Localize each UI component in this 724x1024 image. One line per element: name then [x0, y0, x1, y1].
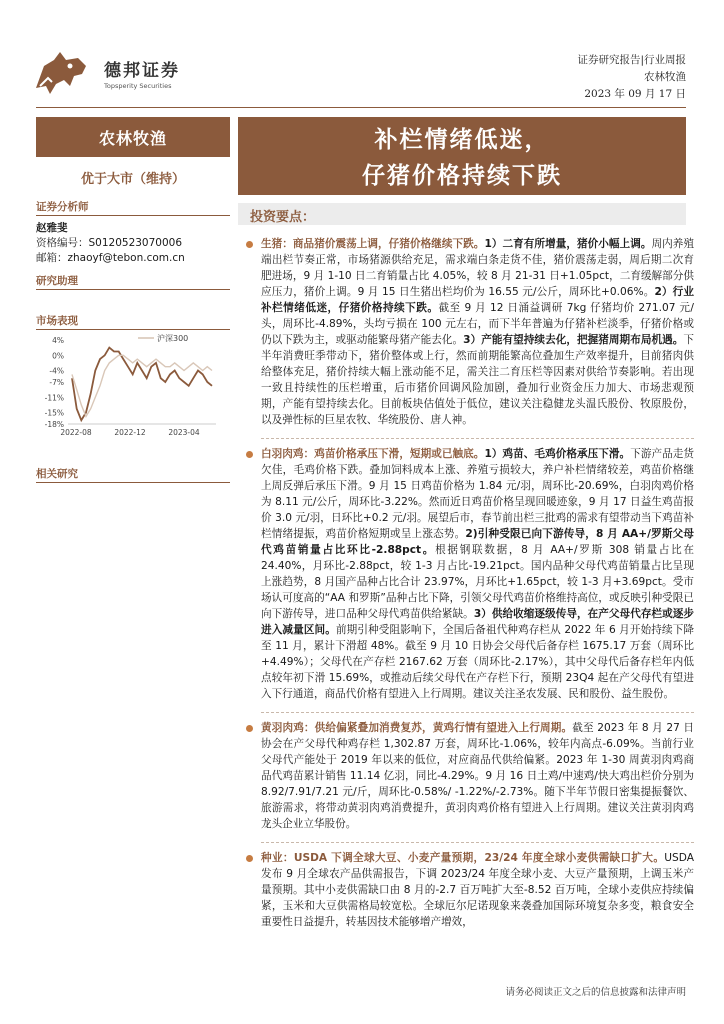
analyst-cert: 资格编号：S0120523070006: [36, 237, 183, 249]
logo-cn-text: 德邦证券: [104, 61, 180, 81]
x-tick-label: 2023-04: [168, 428, 200, 437]
assistant-label: 研究助理: [36, 275, 78, 287]
paragraph-heading: 生猪：商品猪价震荡上调，仔猪价格继续下跌。: [261, 238, 485, 250]
paragraph-text: 周内养殖端出栏节奏正常，市场猪源供给充足，需求端白条走货不佳，猪价震荡走弱，周后期二次育肥进场，9 月 1-10 日二育销量占比 4.05%，较 8 月 21-31 日+1.05pct，二育缓解部分供应压力，猪价上调。9 月 15 日生猪出栏均价为 16.55 元/公斤，周环比+0.06%。: [261, 238, 694, 298]
paragraph-text: 截至 9 月 12 日涌益调研 7kg 仔猪均价 271.07 元/头，周环比-4.89%，头均亏损在 100 元左右，而下半年普遍为仔猪补栏淡季，仔猪价格或仍以下跌为主，或驱动能繁母猪产能去化。: [261, 302, 694, 346]
key-point-paragraph: [246, 446, 694, 702]
assistant-divider: [36, 289, 230, 290]
sector-banner: 农林牧渔: [36, 117, 230, 157]
paragraph-text: 下游产品走货欠佳，毛鸡价格下跌。叠加饲料成本上涨、养殖亏损较大，养户补栏情绪较差，鸡苗价格继上周反弹后承压下滑。9 月 15 日鸡苗价格为 1.84 元/羽，周环比-20.69%，白羽肉鸡价格为 8.11 元/公斤，周环比-3.22%。然而近日鸡苗价格呈现回暖迹象，9 月 17 日益生鸡苗报价 3.0 元/羽，日环比+0.2 元/羽。展望后市，春节前出栏三批鸡的需求有望带动当下鸡苗补栏情绪提振，鸡苗价格短期或呈上涨态势。: [261, 448, 694, 540]
bullet-dot-icon: [246, 725, 253, 732]
paragraph-text: 截至 2023 年 8 月 27 日协会在产父母代种鸡存栏 1,302.87 万套，周环比-1.06%，较年内高点-6.09%。当前行业父母代产能处于 2019 年以来的低位，对应商品代供给偏紧。2023 年 1-30 周黄羽肉鸡商品代鸡苗累计销售 11.14 亿羽，同比-4.29%。9 月 16 日土鸡/中速鸡/快大鸡出栏价分别为 8.92/7.91/7.21 元/斤，周环比-0.58%/ -1.22%/-2.73%。随下半年节假日密集提振餐饮、旅游需求，将带动黄羽肉鸡消费提升，黄羽肉鸡价格有望进入上行周期。建议关注黄羽肉鸡龙头企业立华股份。: [261, 722, 694, 830]
report-title: [238, 117, 686, 195]
market-chart: [36, 330, 230, 440]
bullet-dot-icon: [246, 241, 253, 248]
report-sector: 农林牧渔: [644, 71, 686, 83]
legend-label: 沪深300: [157, 334, 189, 343]
y-tick-label: -4%: [49, 366, 64, 376]
paragraph-subheading: 3）供给收缩逐级传导，在产父母代存栏或逐步进入减量区间。: [261, 608, 694, 636]
paragraph-heading: 黄羽肉鸡：供给偏紧叠加消费复苏，黄鸡行情有望进入上行周期。: [261, 722, 573, 734]
bullet-dot-icon: [246, 451, 253, 458]
x-tick-label: 2022-12: [114, 428, 146, 437]
logo-en-text: Topsperity Securities: [104, 82, 172, 90]
report-date: 2023 年 09 月 17 日: [584, 88, 686, 100]
paragraph-divider: [261, 438, 694, 439]
paragraph-text: 前期引种受阻影响下，全国后备祖代种鸡存栏从 2022 年 6 月开始持续下降至 11 月，累计下滑超 48%。截至 9 月 10 日协会父母代后备存栏 1675.17 万套（周环比+4.49%）；父母代在产存栏 2167.62 万套（周环比-2.17%），其中父母代后备存栏年内低点较年初下滑 15.69%，或推动后续父母代在产存栏下行，预期 23Q4 起在产父母代有望进入下行通道，商品代价格有望进入上行周期。建议关注圣农发展、民和股份、益生股份。: [261, 624, 695, 700]
rating: 优于大市（维持）: [80, 172, 185, 187]
analyst-divider: [36, 215, 230, 216]
y-tick-label: -11%: [44, 393, 64, 403]
related-label: 相关研究: [36, 468, 78, 480]
y-tick-label: 0%: [52, 351, 64, 361]
related-divider: [36, 482, 230, 483]
paragraph-text: 根据钢联数据，8 月 AA+/罗斯 308 销量占比在 24.40%，月环比-2.88pct，较 1-3 月占比-19.21pct。国内品种父母代鸡苗销量占比呈现上涨趋势，8 月国产品种占比合计 23.97%，月环比+1.65pct，较 1-3 月+3.69pct。受市场认可度高的“AA 和罗斯”品种占比下降，引领父母代鸡苗价格维持高位，或反映引种受限已向下游传导，进口品种父母代鸡苗供给紧缺。: [261, 544, 694, 620]
analyst-label: 证券分析师: [36, 201, 89, 213]
paragraph-divider: [261, 712, 694, 713]
paragraph-subheading: 3）产能有望持续去化，把握猪周期布局机遇。: [463, 334, 684, 346]
x-tick-label: 2022-08: [60, 428, 92, 437]
title-line-1: 补栏情绪低迷，: [374, 127, 550, 153]
paragraph-text: 下半年消费旺季带动下，猪价整体或上行，然而前期能繁高位叠加生产效率提升，目前猪肉供给整体充足，猪价持续大幅上涨动能不足，需关注二育压栏等因素对供给节奏影响。若出现一致且持续性的压栏增重，后市猪价回调风险加剧，叠加行业资金压力加大、市场悲观预期，产能有望持续去化。目前板块估值处于低位，建议关注稳健龙头温氏股份、牧原股份，以及弹性标的巨星农牧、华统股份、唐人神。: [261, 334, 694, 426]
y-tick-label: -7%: [49, 378, 64, 387]
paragraph-subheading: 2）行业补栏情绪低迷，仔猪价格持续下跌。: [261, 286, 694, 314]
series-line-0: [72, 348, 212, 421]
y-tick-label: 4%: [52, 336, 64, 345]
key-point-paragraph: [246, 236, 694, 428]
paragraph-divider: [261, 842, 694, 843]
analyst-block: [36, 221, 230, 266]
market-label: 市场表现: [36, 315, 78, 327]
y-tick-label: -18%: [44, 420, 64, 429]
paragraph-subheading: 1）鸡苗、毛鸡价格承压下滑。: [484, 448, 631, 460]
report-type: 证券研究报告|行业周报: [577, 54, 686, 66]
company-logo: [30, 48, 180, 98]
paragraph-heading: 白羽肉鸡：鸡苗价格承压下滑，短期或已触底。: [261, 448, 485, 460]
y-tick-label: -15%: [44, 408, 64, 418]
paragraph-heading: 种业：USDA 下调全球大豆、小麦产量预期，23/24 年度全球小麦供需缺口扩大。: [261, 852, 665, 864]
section-title: 投资要点：: [250, 210, 316, 225]
title-line-2: 仔猪价格持续下跌: [362, 163, 562, 189]
bullet-dot-icon: [246, 855, 253, 862]
main-content: [246, 236, 694, 940]
analyst-email[interactable]: 邮箱：zhaoyf@tebon.com.cn: [36, 252, 185, 264]
footer-disclaimer: 请务必阅读正文之后的信息披露和法律声明: [505, 987, 686, 998]
paragraph-text: USDA 发布 9 月全球农产品供需报告，下调 2023/24 年度全球小麦、大豆产量预期，上调玉米产量预期。其中小麦供需缺口由 8 月的-2.7 百万吨扩大至-8.52 百万吨，全球小麦供应持续偏紧，玉米和大豆供需格局较宽松。全球厄尔尼诺现象来袭叠加国际环境复杂多变，粮食安全重要性日益提升，转基因技术能够增产增效，: [261, 852, 694, 928]
paragraph-subheading: 2)引种受限已向下游传导，8 月 AA+/罗斯父母代鸡苗销量占比环比-2.88pct。: [261, 528, 695, 556]
report-meta: [577, 52, 686, 103]
header-divider: [36, 107, 686, 108]
key-point-paragraph: [246, 850, 694, 930]
key-point-paragraph: [246, 720, 694, 832]
analyst-name: 赵雅斐: [36, 222, 68, 234]
tiger-logo-icon: [30, 48, 100, 98]
market-chart-svg: [36, 330, 230, 440]
paragraph-subheading: 1）二育有所增量，猪价小幅上调。: [484, 238, 652, 250]
